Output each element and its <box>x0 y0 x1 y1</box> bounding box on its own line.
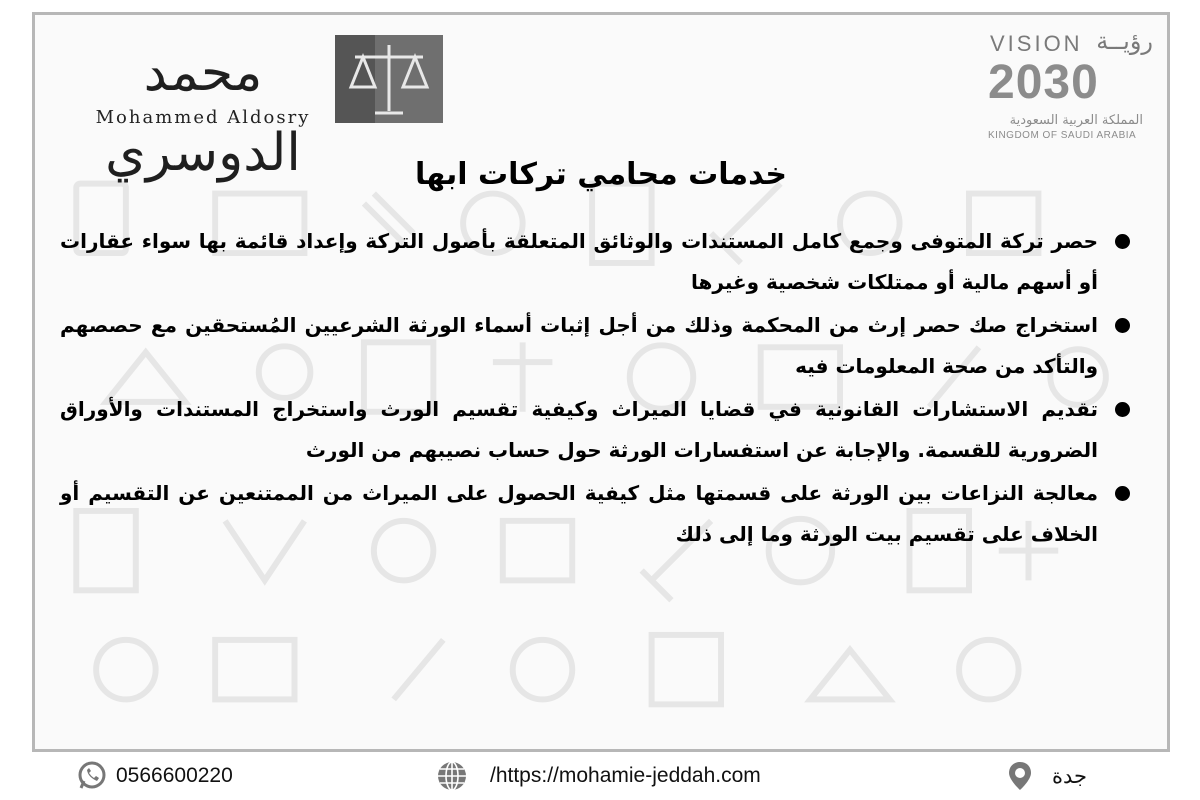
bullet-icon <box>1115 234 1130 249</box>
logo-english-name: Mohammed Aldosry <box>95 107 311 128</box>
vision-year: 2030 <box>988 56 1099 109</box>
lawyer-logo <box>73 33 443 183</box>
vision-country-arabic: المملكة العربية السعودية <box>1009 113 1143 128</box>
content-frame <box>32 12 1170 752</box>
scales-of-justice-icon <box>335 35 443 123</box>
city-name: جدة <box>1052 764 1088 788</box>
vision-label: VISION <box>990 31 1083 56</box>
page-title: خدمات محامي تركات ابها <box>414 157 788 192</box>
location-contact[interactable] <box>1004 760 1087 792</box>
website-contact[interactable] <box>436 760 761 792</box>
service-text: معالجة النزاعات بين الورثة على قسمتها مثل كيفية الحصول على الميراث من الممتنعين عن التقسيم أو الخلاف على تقسيم بيت الورثة وما إلى ذلك <box>60 481 1098 546</box>
whatsapp-icon <box>76 760 108 792</box>
bullet-icon <box>1115 486 1130 501</box>
service-text: استخراج صك حصر إرث من المحكمة وذلك من أجل إثبات أسماء الورثة الشرعيين المُستحقين مع حصصهم والتأكد من صحة المعلومات فيه <box>60 313 1098 378</box>
contact-footer <box>0 752 1200 800</box>
website-url: /https://mohamie-jeddah.com <box>490 764 761 787</box>
service-item <box>60 473 1140 555</box>
phone-contact[interactable] <box>76 760 233 792</box>
vision-label-arabic: رؤيــة <box>1096 27 1153 55</box>
service-text: تقديم الاستشارات القانونية في قضايا الميراث وكيفية تقسيم الورث واستخراج المستندات والأوراق الضرورية للقسمة. والإجابة عن استفسارات الورثة حول حساب نصيبهم من الورث <box>60 397 1098 462</box>
logo-arabic-name: محمد الدوسري <box>105 43 301 183</box>
phone-number: 0566600220 <box>116 764 233 787</box>
vision-country-english: KINGDOM OF SAUDI ARABIA <box>988 130 1137 141</box>
services-list <box>60 221 1140 557</box>
service-item <box>60 305 1140 387</box>
location-pin-icon <box>1004 760 1036 792</box>
globe-icon <box>436 760 468 792</box>
service-text: حصر تركة المتوفى وجمع كامل المستندات والوثائق المتعلقة بأصول التركة وإعداد قائمة بها سواء عقارات أو أسهم مالية أو ممتلكات شخصية وغيرها <box>60 229 1098 294</box>
service-item <box>60 389 1140 471</box>
vision-2030-logo <box>982 27 1157 142</box>
bullet-icon <box>1115 318 1130 333</box>
bullet-icon <box>1115 402 1130 417</box>
service-item <box>60 221 1140 303</box>
